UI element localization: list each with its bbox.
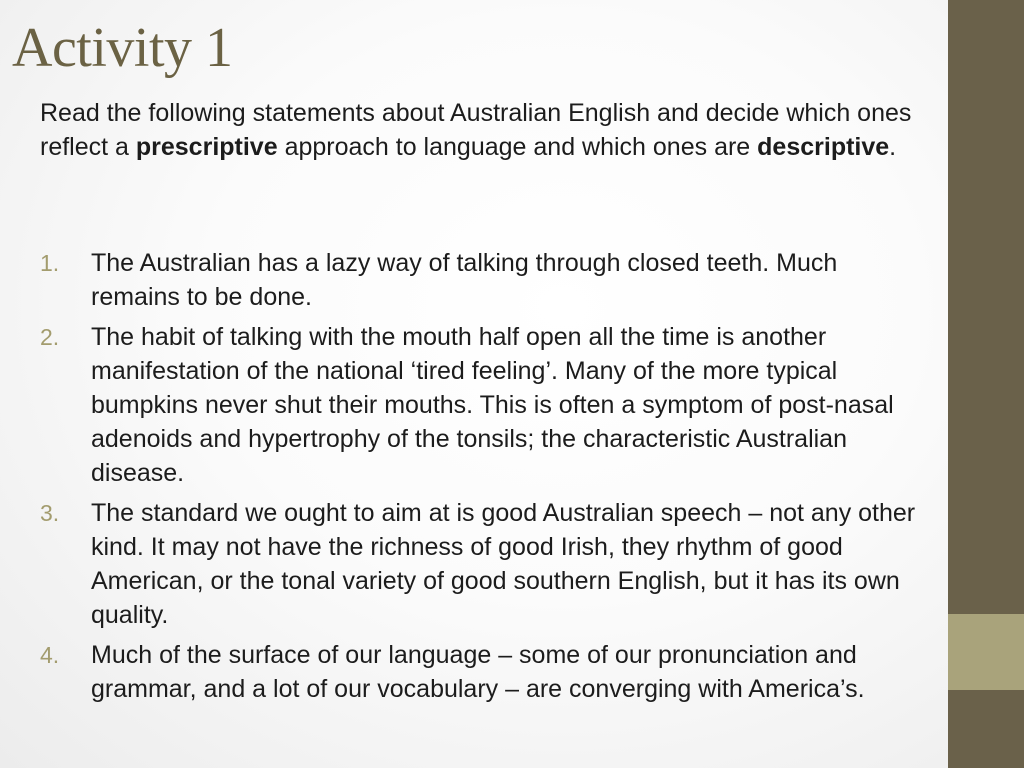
item-text: The habit of talking with the mouth half open all the time is another manifestation of the national ‘tired feeling’. Many of the more typical bumpkins never shut their mouths. This is often a symptom of post-nasal adenoids and hypertrophy of the tonsils; the characteristic Australian disease. bbox=[91, 323, 894, 487]
intro-bold-descriptive: descriptive bbox=[757, 133, 890, 161]
intro-text-3: . bbox=[889, 133, 897, 161]
item-number: 2. bbox=[40, 324, 60, 350]
list-item bbox=[40, 246, 930, 314]
item-text: The Australian has a lazy way of talking through closed teeth. Much remains to be done. bbox=[91, 249, 838, 311]
statement-list bbox=[40, 246, 930, 712]
item-text: Much of the surface of our language – some of our pronunciation and grammar, and a lot of our vocabulary – are converging with America’s. bbox=[91, 641, 865, 703]
side-bar-accent-block bbox=[948, 614, 1024, 690]
intro-text-2: approach to language and which ones are bbox=[277, 133, 758, 161]
list-item bbox=[40, 638, 930, 706]
item-number: 3. bbox=[40, 500, 60, 526]
intro-text-1: Read the following statements about Australian English and decide which ones reflect a bbox=[40, 99, 912, 161]
intro-bold-prescriptive: prescriptive bbox=[135, 133, 278, 161]
item-number: 1. bbox=[40, 250, 60, 276]
slide-title: Activity 1 bbox=[12, 17, 233, 79]
intro-paragraph bbox=[40, 96, 920, 164]
item-text: The standard we ought to aim at is good Australian speech – not any other kind. It may not have the richness of good Irish, they rhythm of good American, or the tonal variety of good southern English, but it has its own quality. bbox=[91, 499, 916, 629]
item-number: 4. bbox=[40, 642, 60, 668]
list-item bbox=[40, 320, 930, 490]
list-item bbox=[40, 496, 930, 632]
